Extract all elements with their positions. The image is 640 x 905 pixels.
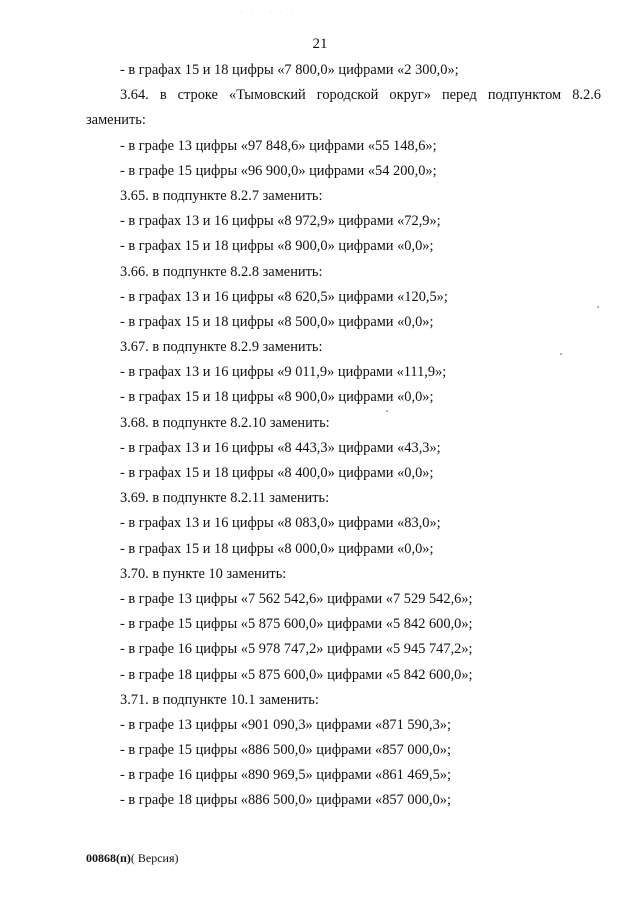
paragraph-heading: 3.69. в подпункте 8.2.11 заменить: — [120, 490, 330, 507]
text-line: - в графах 15 и 18 цифры «7 800,0» цифрами «2 300,0»; — [120, 62, 459, 78]
text-line: - в графе 15 цифры «886 500,0» цифрами «857 000,0»; — [120, 742, 451, 759]
text-line: - в графе 18 цифры «5 875 600,0» цифрами «5 842 600,0»; — [120, 666, 473, 683]
text-line: - в графе 13 цифры «901 090,3» цифрами «871 590,3»; — [120, 716, 451, 733]
paragraph-heading: 3.64. в строке «Тымовский городской округ» перед подпунктом 8.2.6 — [120, 87, 601, 104]
text-line: - в графах 13 и 16 цифры «9 011,9» цифрами «111,9»; — [120, 364, 447, 381]
text-line: - в графах 13 и 16 цифры «8 083,0» цифрами «83,0»; — [120, 515, 441, 532]
paragraph-heading: 3.67. в подпункте 8.2.9 заменить: — [120, 339, 323, 356]
paragraph-heading: 3.70. в пункте 10 заменить: — [120, 565, 287, 582]
document-code: 00868(п) — [86, 851, 131, 865]
text-line: - в графах 13 и 16 цифры «8 443,3» цифрами «43,3»; — [120, 439, 441, 456]
text-line: - в графе 18 цифры «886 500,0» цифрами «857 000,0»; — [120, 792, 451, 809]
text-line: - в графах 15 и 18 цифры «8 000,0» цифрами «0,0»; — [120, 540, 434, 557]
text-line: - в графах 15 и 18 цифры «8 400,0» цифрами «0,0»; — [120, 465, 434, 481]
text-line: - в графах 13 и 16 цифры «8 620,5» цифрами «120,5»; — [120, 288, 448, 305]
paragraph-heading: 3.65. в подпункте 8.2.7 заменить: — [120, 187, 323, 204]
paragraph-heading: 3.68. в подпункте 8.2.10 заменить: — [120, 414, 330, 431]
document-body — [86, 58, 601, 814]
text-line: - в графах 15 и 18 цифры «8 900,0» цифрами «0,0»; — [120, 389, 434, 406]
text-line: - в графе 13 цифры «97 848,6» цифрами «55 148,6»; — [120, 137, 437, 154]
text-line: - в графе 16 цифры «890 969,5» цифрами «861 469,5»; — [120, 767, 451, 784]
scan-artifact-mark: · · · · · · · · — [240, 8, 316, 16]
paragraph-heading: 3.66. в подпункте 8.2.8 заменить: — [120, 263, 323, 280]
text-line: - в графе 15 цифры «96 900,0» цифрами «54 200,0»; — [120, 162, 437, 179]
text-line: - в графе 16 цифры «5 978 747,2» цифрами «5 945 747,2»; — [120, 641, 473, 658]
paragraph-heading: 3.71. в подпункте 10.1 заменить: — [120, 691, 319, 708]
text-line: заменить: — [86, 112, 146, 129]
version-label: ( Версия) — [130, 851, 179, 865]
text-line: - в графах 15 и 18 цифры «8 900,0» цифрами «0,0»; — [120, 238, 434, 255]
page-number: 21 — [312, 36, 328, 52]
scan-speck — [597, 306, 599, 308]
document-footer — [86, 851, 179, 866]
text-line: - в графе 13 цифры «7 562 542,6» цифрами «7 529 542,6»; — [120, 590, 473, 607]
text-line: - в графах 15 и 18 цифры «8 500,0» цифрами «0,0»; — [120, 313, 434, 330]
text-line: - в графах 13 и 16 цифры «8 972,9» цифрами «72,9»; — [120, 213, 441, 230]
text-line: - в графе 15 цифры «5 875 600,0» цифрами «5 842 600,0»; — [120, 616, 473, 633]
scan-speck — [560, 353, 562, 355]
scan-speck — [386, 410, 388, 412]
